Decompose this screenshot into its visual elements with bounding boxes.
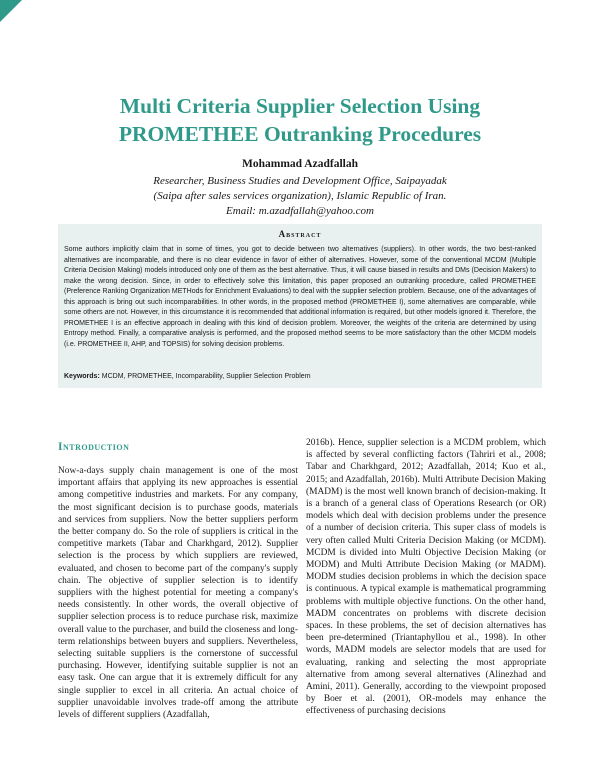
affiliation-line-1: Researcher, Business Studies and Development Office, Saipayadak bbox=[153, 175, 447, 187]
affiliation-line-2: (Saipa after sales services organization), Islamic Republic of Iran. bbox=[153, 190, 447, 202]
abstract-heading bbox=[0, 229, 600, 239]
introduction-right-column: 2016b). Hence, supplier selection is a MCDM problem, which is affected by several conflicting factors (Tahriri et al., 2008; Tabar and Charkhgard, 2012; Azadfallah, 2014; Kuo et al., 2015; and Azadfallah, 2016b). Multi Attribute Decision Making (MADM) is the most well known branch of decision-making. It is a branch of a general class of Operations Research (or OR) models which deal with decision problems under the presence of a number of decision criteria. This super class of models is very often called Multi Criteria Decision Making (or MCDM). MCDM is divided into Multi Objective Decision Making (or MODM) and Multi Attribute Decision Making (or MADM). MODM studies decision problems in which the decision space is continuous. A typical example is mathematical programming problems with multiple objective functions. On the other hand, MADM concentrates on problems with discrete decision spaces. In these problems, the set of decision alternatives has been pre-determined (Triantaphyllou et al., 1998). In other words, MADM models are selector models that are used for evaluating, ranking and selecting the most appropriate alternative from among several alternatives (Alinezhad and Amini, 2011). Generally, according to the viewpoint proposed by Boer et al. (2001), OR-models may enhance the effectiveness of purchasing decisions bbox=[306, 438, 546, 717]
introduction-heading-text: Introduction bbox=[58, 441, 130, 453]
title-line-1: Multi Criteria Supplier Selection Using bbox=[119, 94, 481, 118]
paper-title bbox=[0, 92, 600, 148]
keywords bbox=[64, 372, 536, 383]
introduction-left-column: Now-a-days supply chain management is one of the most important affairs that applying its new approaches is essential among competitive industries and markets. For any company, the most significant decision is to purchase goods, materials and services from suppliers. Now the better suppliers perform the better company do. So the role of suppliers is critical in the competitive markets (Tabar and Charkhgard, 2012). Supplier selection is the process by which suppliers are reviewed, evaluated, and chosen to become part of the company's supply chain. The objective of supplier selection is to identify suppliers with the highest potential for meeting a company's needs consistently. In other words, the overall objective of supplier selection process is to reduce purchase risk, maximize overall value to the purchaser, and build the closeness and long-term relationships between buyers and suppliers. Nevertheless, selecting suitable suppliers is the cornerstone of successful purchasing. However, identifying suitable supplier is not an easy task. One can argue that it is extremely difficult for any single supplier to excel in all criteria. An actual choice of supplier unavoidable involves trade-off among the attribute levels of different suppliers (Azadfallah, bbox=[58, 466, 298, 721]
keywords-list: MCDM, PROMETHEE, Incomparability, Supplier Selection Problem bbox=[101, 373, 311, 380]
introduction-heading bbox=[58, 441, 129, 453]
author-email: Email: m.azadfallah@yahoo.com bbox=[226, 205, 374, 217]
keywords-label: Keywords: bbox=[64, 373, 100, 380]
author-name: Mohammad Azadfallah bbox=[242, 158, 358, 170]
affiliation bbox=[0, 174, 600, 219]
abstract-heading-text: Abstract bbox=[278, 229, 322, 239]
title-line-2: PROMETHEE Outranking Procedures bbox=[118, 122, 482, 146]
abstract-body: Some authors implicitly claim that in some of times, you got to decide between two alternatives (suppliers). In other words, the two best-ranked alternatives are incomparable, and there is no clear evidence in favor of either of alternatives. However, some of the conventional MCDM (Multiple Criteria Decision Making) models introduced only one of them as the best alternative. Thus, it will cause biased in results and DMs (Decision Makers) to make the wrong decision. Since, in order to effectively solve this limitation, this paper proposed an outranking procedure, called PROMETHEE (Preference Ranking Organization METHods for Enrichment Evaluations) to deal with the supplier selection problem. Because, one of the advantages of this approach is bring out such incomparabilities. In other words, in the proposed method (PROMETHEE I), some alternatives are comparable, while some others are not. However, in this circumstance it is recommended that additional information is required, but other models ignored it. Therefore, the PROMETHEE I is an effective approach in dealing with this kind of decision problem. Moreover, the weights of the criteria are determined by using Entropy method. Finally, a comparative analysis is performed, and the proposed method seems to be more satisfactory than the other MCDM models (i.e. PROMETHEE II, AHP, and TOPSIS) for solving decision problems. bbox=[64, 246, 536, 348]
corner-accent bbox=[0, 0, 22, 22]
